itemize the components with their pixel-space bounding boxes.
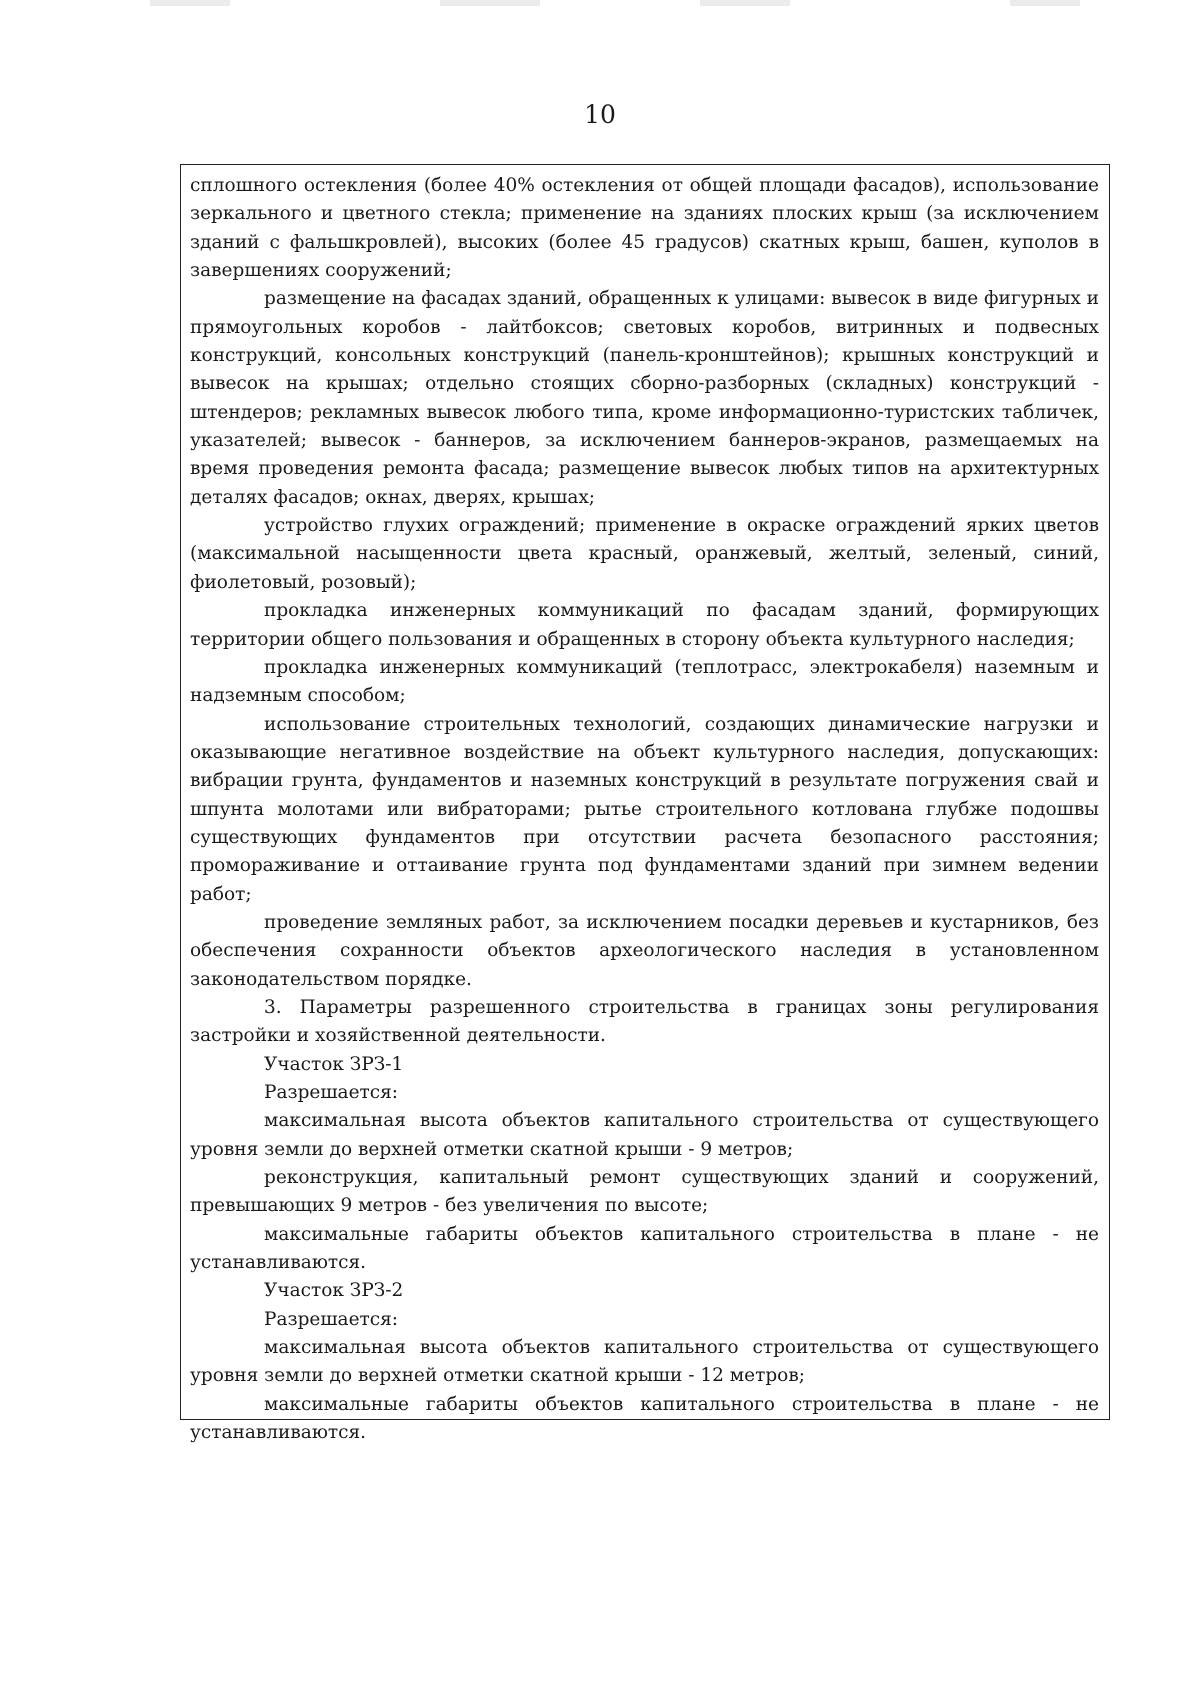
page-number: 10 [584,100,616,129]
paragraph: прокладка инженерных коммуникаций (теплотрасс, электрокабеля) наземным и надземным способом; [190,656,1099,707]
paragraph: максимальная высота объектов капитального строительства от существующего уровня земли до верхней отметки скатной крыши - 9 метров; [190,1110,1099,1160]
subsection-title: Участок ЗРЗ-2 [264,1280,404,1302]
paragraph: максимальные габариты объектов капитального строительства в плане - не устанавливаются. [190,1223,1099,1274]
section-heading: 3. Параметры разрешенного строительства в границах зоны регулирования застройки и хозяйственной деятельности. [190,996,1099,1047]
paragraph: реконструкция, капитальный ремонт существующих зданий и сооружений, превышающих 9 метров - без увеличения по высоте; [190,1167,1099,1217]
scan-edge-mark [1010,0,1080,6]
scan-edge-mark [700,0,790,6]
permission-label: Разрешается: [264,1082,399,1103]
paragraph: использование строительных технологий, создающих динамические нагрузки и оказывающие негативное воздействие на объект культурного наследия, допускающих: вибрации грунта, фундаментов и наземных конструкций в результате погружения свай и шпунта молотами или вибраторами; рытье строительного котлована глубже подошвы существующих фундаментов при отсутствии расчета безопасного расстояния; промораживание и оттаивание грунта под фундаментами зданий при зимнем ведении работ; [190,713,1099,905]
scan-edge-mark [150,0,230,6]
bordered-text-block [180,164,1110,1444]
paragraph: прокладка инженерных коммуникаций по фасадам зданий, формирующих территории общего пользования и обращенных в сторону объекта культурного наследия; [190,600,1099,650]
paragraph: проведение земляных работ, за исключением посадки деревьев и кустарников, без обеспечения сохранности объектов археологического наследия в установленном законодательством порядке. [190,911,1099,990]
paragraph: размещение на фасадах зданий, обращенных к улицами: вывесок в виде фигурных и прямоугольных коробов - лайтбоксов; световых коробов, витринных и подвесных конструкций, консольных конструкций (панель-кронштейнов); крышных конструкций и вывесок на крышах; отдельно стоящих сборно-разборных (складных) конструкций - штендеров; рекламных вывесок любого типа, кроме информационно-туристских табличек, указателей; вывесок - баннеров, за исключением баннеров-экранов, размещаемых на время проведения ремонта фасада; размещение вывесок любых типов на архитектурных деталях фасадов; окнах, дверях, крышах; [190,288,1099,508]
paragraph: максимальная высота объектов капитального строительства от существующего уровня земли до верхней отметки скатной крыши - 12 метров; [190,1337,1099,1387]
paragraph: устройство глухих ограждений; применение в окраске ограждений ярких цветов (максимальной насыщенности цвета красный, оранжевый, желтый, зеленый, синий, фиолетовый, розовый); [190,515,1099,593]
permission-label: Разрешается: [264,1308,399,1330]
paragraph: сплошного остекления (более 40% остекления от общей площади фасадов), использование зеркального и цветного стекла; применение на зданиях плоских крыш (за исключением зданий с фальшкровлей), высоких (более 45 градусов) скатных крыш, башен, куполов в завершениях сооружений; [190,175,1099,282]
subsection-title: Участок ЗРЗ-1 [264,1053,404,1075]
paragraph: максимальные габариты объектов капитального строительства в плане - не устанавливаются. [190,1393,1099,1444]
scan-edge-mark [440,0,540,6]
